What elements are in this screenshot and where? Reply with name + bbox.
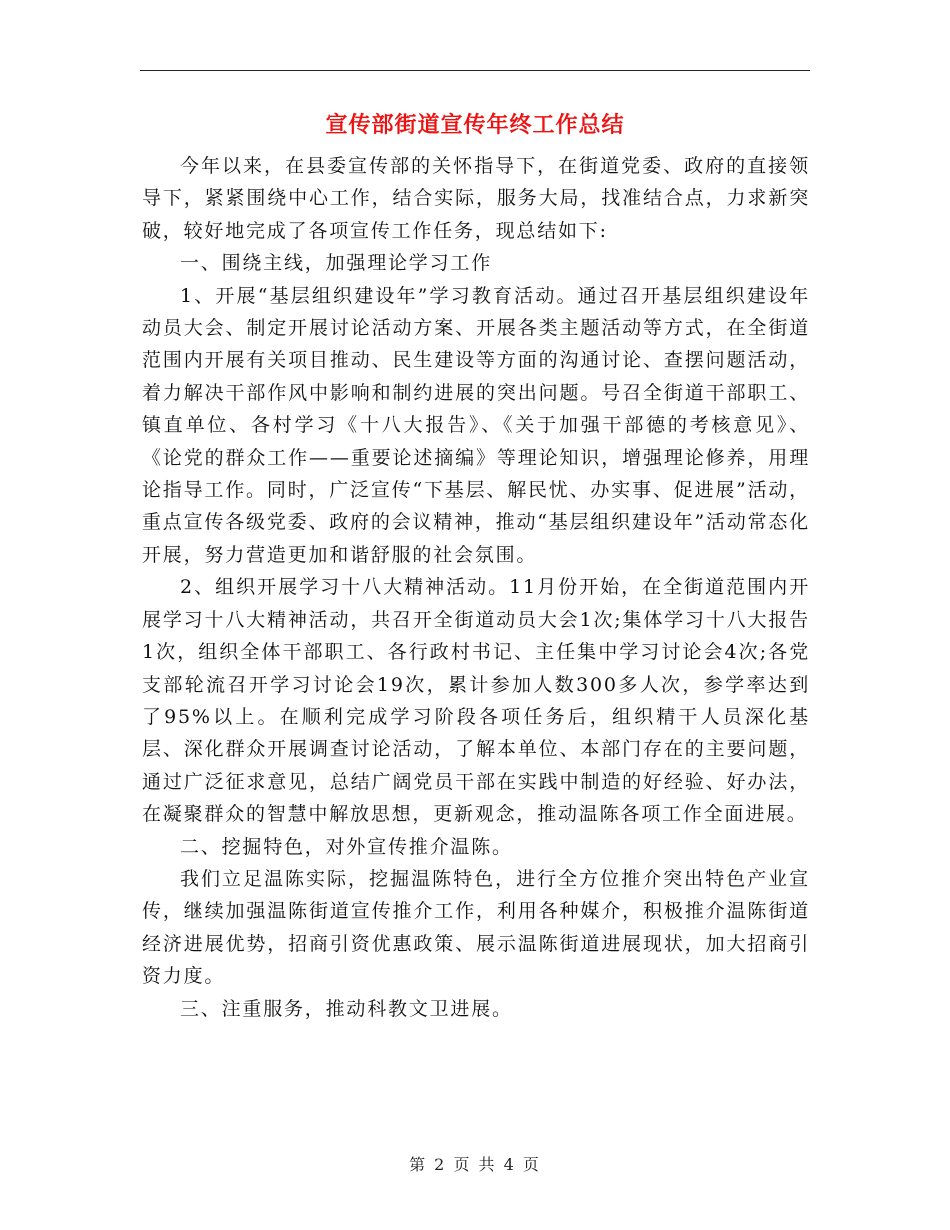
section-heading-1: 一、围绕主线，加强理论学习工作: [180, 252, 493, 275]
page-footer: 第 2 页 共 4 页: [409, 1155, 541, 1174]
header-rule: [140, 70, 810, 71]
paragraph-item-2: 2、组织开展学习十八大精神活动。11月份开始，在全街道范围内开展学习十八大精神活动，共召开全街道动员大会1次;集体学习十八大报告1次，组织全体干部职工、各行政村书记、主任集中学习讨论会4次;各党支部轮流召开学习讨论会19次，累计参加人数300多人次，参学率达到了95%以上。在顺利完成学习阶段各项任务后，组织精干人员深化基层、深化群众开展调查讨论活动，了解本单位、本部门存在的主要问题，通过广泛征求意见，总结广阔党员干部在实践中制造的好经验、好办法，在凝聚群众的智慧中解放思想，更新观念，推动温陈各项工作全面进展。: [142, 576, 810, 826]
paragraph-item-1: 1、开展“基层组织建设年”学习教育活动。通过召开基层组织建设年动员大会、制定开展讨论活动方案、开展各类主题活动等方式，在全街道范围内开展有关项目推动、民生建设等方面的沟通讨论、查摆问题活动，着力解决干部作风中影响和制约进展的突出问题。号召全街道干部职工、镇直单位、各村学习《十八大报告》、《关于加强干部德的考核意见》、《论党的群众工作——重要论述摘编》等理论知识，增强理论修养，用理论指导工作。同时，广泛宣传“下基层、解民忧、办实事、促进展”活动，重点宣传各级党委、政府的会议精神，推动“基层组织建设年”活动常态化开展，努力营造更加和谐舒服的社会氛围。: [142, 284, 810, 566]
document-body: [142, 150, 810, 1025]
paragraph-intro: 今年以来，在县委宣传部的关怀指导下，在街道党委、政府的直接领导下，紧紧围绕中心工作，结合实际，服务大局，找准结合点，力求新突破，较好地完成了各项宣传工作任务，现总结如下:: [142, 155, 810, 242]
document-title: 宣传部街道宣传年终工作总结: [325, 113, 625, 138]
section-heading-3: 三、注重服务，推动科教文卫进展。: [180, 997, 513, 1020]
paragraph-promotion: 我们立足温陈实际，挖掘温陈特色，进行全方位推介突出特色产业宣传，继续加强温陈街道宣传推介工作，利用各种媒介，积极推介温陈街道经济进展优势，招商引资优惠政策、展示温陈街道进展现状，加大招商引资力度。: [142, 867, 810, 988]
section-heading-2: 二、挖掘特色，对外宣传推介温陈。: [180, 835, 513, 858]
